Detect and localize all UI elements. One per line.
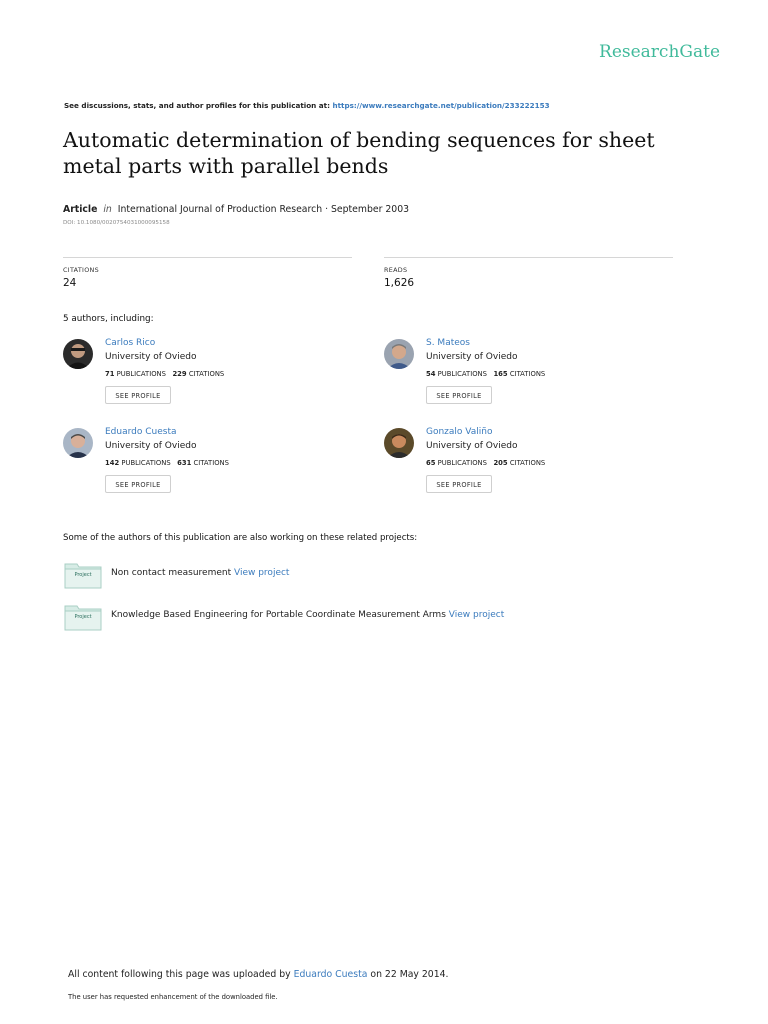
- reads-label: READS: [384, 266, 408, 274]
- related-projects-heading: Some of the authors of this publication are also working on these related projects:: [63, 533, 418, 543]
- project-icon-label: Project: [74, 572, 92, 578]
- citations-count: 229: [172, 370, 187, 378]
- publications-count: 54: [426, 370, 436, 378]
- author-institution: University of Oviedo: [105, 352, 197, 362]
- publications-label: PUBLICATIONS: [116, 370, 166, 378]
- enhancement-note: The user has requested enhancement of the downloaded file.: [68, 993, 278, 1001]
- publications-count: 71: [105, 370, 115, 378]
- reads-count: 1,626: [384, 277, 415, 289]
- project-item: [64, 603, 704, 633]
- citations-label: CITATIONS: [188, 370, 225, 378]
- author-stats: [426, 459, 545, 467]
- author-stats: [105, 459, 229, 467]
- citations-count: 631: [177, 459, 192, 467]
- citations-label: CITATIONS: [63, 266, 99, 274]
- citations-count: 205: [493, 459, 508, 467]
- citations-count: 24: [63, 277, 77, 289]
- project-name: Knowledge Based Engineering for Portable Coordinate Measurement Arms: [111, 610, 449, 620]
- view-project-link[interactable]: View project: [448, 610, 505, 620]
- researchgate-logo[interactable]: ResearchGate: [599, 42, 720, 62]
- author-card: [384, 339, 684, 419]
- project-folder-icon[interactable]: [64, 561, 102, 589]
- journal-name: International Journal of Production Research: [117, 204, 323, 215]
- author-avatar[interactable]: [384, 339, 414, 369]
- publications-label: PUBLICATIONS: [121, 459, 171, 467]
- project-text: [111, 610, 504, 620]
- author-institution: University of Oviedo: [105, 441, 197, 451]
- see-profile-button[interactable]: SEE PROFILE: [105, 475, 171, 493]
- publications-label: PUBLICATIONS: [437, 459, 487, 467]
- upload-note: [68, 969, 449, 980]
- publications-count: 65: [426, 459, 436, 467]
- publication-date: September 2003: [331, 204, 410, 215]
- author-avatar[interactable]: [384, 428, 414, 458]
- citations-label: CITATIONS: [509, 370, 546, 378]
- project-folder-icon[interactable]: [64, 603, 102, 631]
- author-name[interactable]: Eduardo Cuesta: [105, 427, 177, 437]
- discussion-line: [64, 101, 550, 110]
- project-item: [64, 561, 704, 591]
- see-profile-button[interactable]: SEE PROFILE: [426, 386, 492, 404]
- upload-prefix: All content following this page was uploaded by: [68, 969, 294, 980]
- citations-label: CITATIONS: [509, 459, 546, 467]
- upload-suffix: on 22 May 2014.: [367, 969, 449, 980]
- author-avatar[interactable]: [63, 339, 93, 369]
- view-project-link[interactable]: View project: [234, 568, 290, 578]
- author-name[interactable]: S. Mateos: [426, 338, 470, 348]
- author-stats: [105, 370, 224, 378]
- meta-separator: ·: [322, 204, 332, 215]
- in-word: in: [103, 204, 112, 215]
- authors-heading: 5 authors, including:: [63, 314, 154, 324]
- see-profile-button[interactable]: SEE PROFILE: [426, 475, 492, 493]
- project-name: Non contact measurement: [111, 568, 234, 578]
- author-name[interactable]: Carlos Rico: [105, 338, 156, 348]
- publication-url-link[interactable]: https://www.researchgate.net/publication/233222153: [332, 101, 550, 110]
- publications-label: PUBLICATIONS: [437, 370, 487, 378]
- uploader-link[interactable]: Eduardo Cuesta: [293, 969, 368, 980]
- see-profile-button[interactable]: SEE PROFILE: [105, 386, 171, 404]
- author-institution: University of Oviedo: [426, 441, 518, 451]
- article-type: Article: [63, 204, 98, 215]
- publications-count: 142: [105, 459, 120, 467]
- article-meta: [63, 204, 409, 215]
- project-icon-label: Project: [74, 614, 92, 620]
- author-card: [384, 428, 684, 508]
- author-avatar[interactable]: [63, 428, 93, 458]
- citations-divider: [63, 257, 352, 258]
- citations-label: CITATIONS: [193, 459, 229, 467]
- author-name[interactable]: Gonzalo Valiño: [426, 427, 493, 437]
- paper-title: Automatic determination of bending sequences for sheet metal parts with parallel bends: [63, 128, 655, 178]
- project-text: [111, 568, 289, 578]
- author-stats: [426, 370, 545, 378]
- reads-divider: [384, 257, 673, 258]
- author-institution: University of Oviedo: [426, 352, 518, 362]
- author-card: [63, 428, 363, 508]
- discussion-text: See discussions, stats, and author profiles for this publication at:: [64, 101, 333, 110]
- citations-count: 165: [493, 370, 508, 378]
- author-card: [63, 339, 363, 419]
- doi[interactable]: DOI: 10.1080/0020754031000095158: [63, 220, 170, 226]
